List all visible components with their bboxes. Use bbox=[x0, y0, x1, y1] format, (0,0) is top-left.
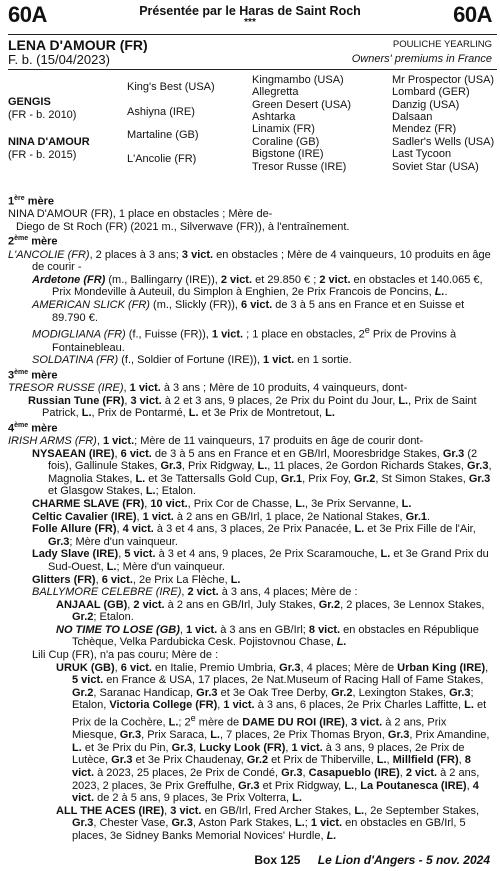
dam bbox=[8, 136, 90, 161]
pedigree-rule bbox=[8, 69, 497, 70]
header-rule bbox=[8, 34, 497, 35]
section-heading-mere1: 1ère mère bbox=[8, 195, 54, 208]
ped-gen4-1: Mr Prospector (USA) bbox=[392, 74, 495, 86]
sire-name: GENGIS bbox=[8, 96, 51, 108]
sire bbox=[8, 96, 76, 121]
mere4-produce-folle-allure: Folle Allure (FR), 4 vict. à 3 et 4 ans, 3 places, 2e Prix Panacée, L. et 3e Prix Fille de l'Air, Gr.3; Mère d'un vainqueur. bbox=[32, 523, 476, 548]
mere4-grandchild-all-the-aces: ALL THE ACES (IRE), 3 vict. en GB/Irl, Fred Archer Stakes, L., 2e September Stakes, Gr.3, Chester Vase, Gr.3, Aston Park Stakes, L.; 1 vict. en obstacles en GB/Irl, 5 places, 3e Sidney Banks Memorial Novices' Hurdle, L. bbox=[56, 804, 480, 843]
mere4-grandchild-anjaal: ANJAAL (GB), 2 vict. à 2 ans en GB/Irl, July Stakes, Gr.2, 2 places, 3e Lennox Stakes, Gr.2; Etalon. bbox=[56, 598, 485, 624]
ped-gen4-2: Lombard (GER) bbox=[392, 86, 470, 98]
ped-gen2-1: King's Best (USA) bbox=[127, 81, 215, 93]
presenter: Présentée par le Haras de Saint Roch bbox=[139, 4, 361, 18]
mere1-line2: Diego de St Roch (FR) (2021 m., Silverwave (FR)), à l'entraînement. bbox=[16, 220, 350, 233]
ped-gen3-8: Tresor Russe (IRE) bbox=[252, 161, 347, 173]
ped-gen4-5: Mendez (FR) bbox=[392, 123, 457, 135]
footer bbox=[254, 853, 490, 867]
mere2-produce-ardetone: Ardetone (FR) (m., Ballingarry (IRE)), 2 vict. et 29.850 € ; 2 vict. en obstacles et 140.065 €, Prix Mondeville à Auteuil, du Simplon à Enghien, 2e Prix Francois de Poncins, L.. bbox=[32, 273, 483, 299]
sire-info: (FR - b. 2010) bbox=[8, 108, 77, 121]
ped-gen3-5: Linamix (FR) bbox=[252, 123, 315, 135]
ped-gen4-3: Danzig (USA) bbox=[392, 99, 460, 111]
mere4-produce-nysaean: NYSAEAN (IRE), 6 vict. de 3 à 5 ans en France et en GB/Irl, Mooresbridge Stakes, Gr.3 (2 fois), Gallinule Stakes, Gr.3, Prix Ridgway, L., 11 places, 2e Gordon Richards Stakes, Gr.3, Magnolia Stakes, L. et 3e Tattersalls Gold Cup, Gr.1, Prix Foy, Gr.2, St Simon Stakes, Gr.3 et Glasgow Stakes, L.; Etalon. bbox=[32, 447, 492, 498]
ped-gen2-4: L'Ancolie (FR) bbox=[127, 153, 197, 165]
mere4-produce-lady-slave: Lady Slave (IRE), 5 vict. à 3 et 4 ans, 9 places, 2e Prix Scaramouche, L. et 3e Grand Prix du Sud-Ouest, L.; Mère d'un vainqueur. bbox=[32, 548, 489, 573]
ped-gen4-7: Last Tycoon bbox=[392, 148, 452, 160]
mere4-produce-celtic-cavalier: Celtic Cavalier (IRE), 1 vict. à 2 ans en GB/Irl, 1 place, 2e National Stakes, Gr.1. bbox=[32, 510, 431, 523]
ped-gen3-2: Allegretta bbox=[252, 86, 299, 98]
mere4-produce-glitters: Glitters (FR), 6 vict., 2e Prix La Flèche, L. bbox=[32, 573, 241, 586]
lot-number-right: 60A bbox=[453, 2, 492, 27]
premiums-note: Owners' premiums in France bbox=[351, 53, 492, 65]
mere2-produce-modigliana: MODIGLIANA (FR) (f., Fuisse (FR)), 1 vict. ; 1 place en obstacles, 2e Prix de Provins à Fontainebleau. bbox=[32, 325, 457, 354]
section-heading-mere2: 2ème mère bbox=[8, 235, 58, 249]
mere4-produce-charme-slave: CHARME SLAVE (FR), 10 vict., Prix Cor de Chasse, L., 3e Prix Servanne, L. bbox=[32, 497, 412, 510]
ped-gen3-3: Green Desert (USA) bbox=[252, 99, 352, 111]
produce-records bbox=[8, 193, 492, 843]
mere2-produce-soldatina: SOLDATINA (FR) (f., Soldier of Fortune (IRE)), 1 vict. en 1 sortie. bbox=[32, 354, 352, 367]
section-heading-mere3: 3ème mère bbox=[8, 368, 58, 382]
mere4-grandchild-no-time-to-lose: NO TIME TO LOSE (GB), 1 vict. à 3 ans en GB/Irl; 8 vict. en obstacles en République Tchèque, Velka Pardubicka Cesk. Pojistovnou Chase, L. bbox=[56, 623, 479, 649]
lot-number-left: 60A bbox=[8, 2, 47, 27]
mere1-line1: NINA D'AMOUR (FR), 1 place en obstacles ; Mère de- bbox=[8, 208, 273, 221]
mere2-produce-american-slick: AMERICAN SLICK (FR) (m., Slickly (FR)), 6 vict. de 3 à 5 ans en France et en Suisse et 89.790 €. bbox=[32, 299, 465, 324]
ped-gen2-3: Martaline (GB) bbox=[127, 129, 199, 141]
mere4-grandchild-uruk: URUK (GB), 6 vict. en Italie, Premio Umbria, Gr.3, 4 places; Mère de Urban King (IRE), 5 vict. en France & USA, 17 places, 2e Nat.Museum of Racing Hall of Fame Stakes, Gr.2, Saranac Handicap, Gr.3 et 3e Oak Tree Derby, Gr.2, Lexington Stakes, Gr.3; Etalon, Victoria College (FR), 1 vict. à 3 ans, 6 places, 2e Prix Charles Laffitte, L. et Prix de la Cochère, L.; 2e mère de DAME DU ROI (IRE), 3 vict. à 2 ans, Prix Miesque, Gr.3, Prix Saraca, L., 7 places, 2e Prix Thomas Bryon, Gr.3, Prix Amandine, L. et 3e Prix du Pin, Gr.3, Lucky Look (FR), 1 vict. à 3 ans, 9 places, 2e Prix de Lutèce, Gr.3 et 3e Prix Chaudenay, Gr.2 et Prix de Thiberville, L., Millfield (FR), 8 vict. à 2023, 25 places, 2e Prix de Condé, Gr.3, Casapueblo (IRE), 2 vict. à 2 ans, 2023, 2 places, 3e Prix Greffulhe, Gr.3 et Prix Ridgway, L., La Poutanesca (IRE), 4 vict. de 2 à 5 ans, 9 places, 3e Prix Volterra, L. bbox=[56, 661, 490, 805]
ped-gen3-1: Kingmambo (USA) bbox=[252, 74, 344, 86]
ped-gen4-8: Soviet Star (USA) bbox=[392, 161, 479, 173]
ped-gen3-6: Coraline (GB) bbox=[252, 136, 320, 148]
mere4-intro: IRISH ARMS (FR), 1 vict.; Mère de 11 vainqueurs, 17 produits en âge de courir dont- bbox=[8, 434, 424, 447]
stars: *** bbox=[244, 17, 256, 28]
dam-info: (FR - b. 2015) bbox=[8, 148, 77, 161]
mere2-intro: L'ANCOLIE (FR), 2 places à 3 ans; 3 vict. en obstacles ; Mère de 4 vainqueurs, 10 produits en âge de courir - bbox=[8, 248, 491, 274]
ped-gen3-7: Bigstone (IRE) bbox=[252, 148, 324, 160]
section-heading-mere4: 4ème mère bbox=[8, 421, 58, 435]
ped-gen4-6: Sadler's Wells (USA) bbox=[392, 136, 495, 148]
ped-gen2-2: Ashiyna (IRE) bbox=[127, 106, 195, 118]
mere3-produce-russian-tune: Russian Tune (FR), 3 vict. à 2 et 3 ans, 9 places, 2e Prix du Point du Jour, L., Prix de Saint Patrick, L., Prix de Pontarmé, L. et 3e Prix de Montretout, L. bbox=[28, 394, 477, 420]
box-number: Box 125 bbox=[254, 853, 301, 867]
dam-name: NINA D'AMOUR bbox=[8, 136, 90, 148]
horse-category: POULICHE YEARLING bbox=[392, 39, 492, 50]
mere3-intro: TRESOR RUSSE (IRE), 1 vict. à 3 ans ; Mère de 10 produits, 4 vainqueurs, dont- bbox=[8, 381, 408, 394]
ped-gen3-4: Ashtarka bbox=[252, 111, 296, 123]
mere4-produce-ballymore-celebre: BALLYMORE CELEBRE (IRE), 2 vict. à 3 ans, 4 places; Mère de : bbox=[32, 586, 358, 599]
mere4-produce-lili-cup: Lili Cup (FR), n'a pas couru; Mère de : bbox=[32, 649, 219, 662]
ped-gen4-4: Dalsaan bbox=[392, 111, 433, 123]
sale-venue-date: Le Lion d'Angers - 5 nov. 2024 bbox=[317, 853, 490, 867]
horse-name: LENA D'AMOUR (FR) bbox=[8, 37, 148, 53]
horse-description: F. b. (15/04/2023) bbox=[8, 52, 110, 67]
